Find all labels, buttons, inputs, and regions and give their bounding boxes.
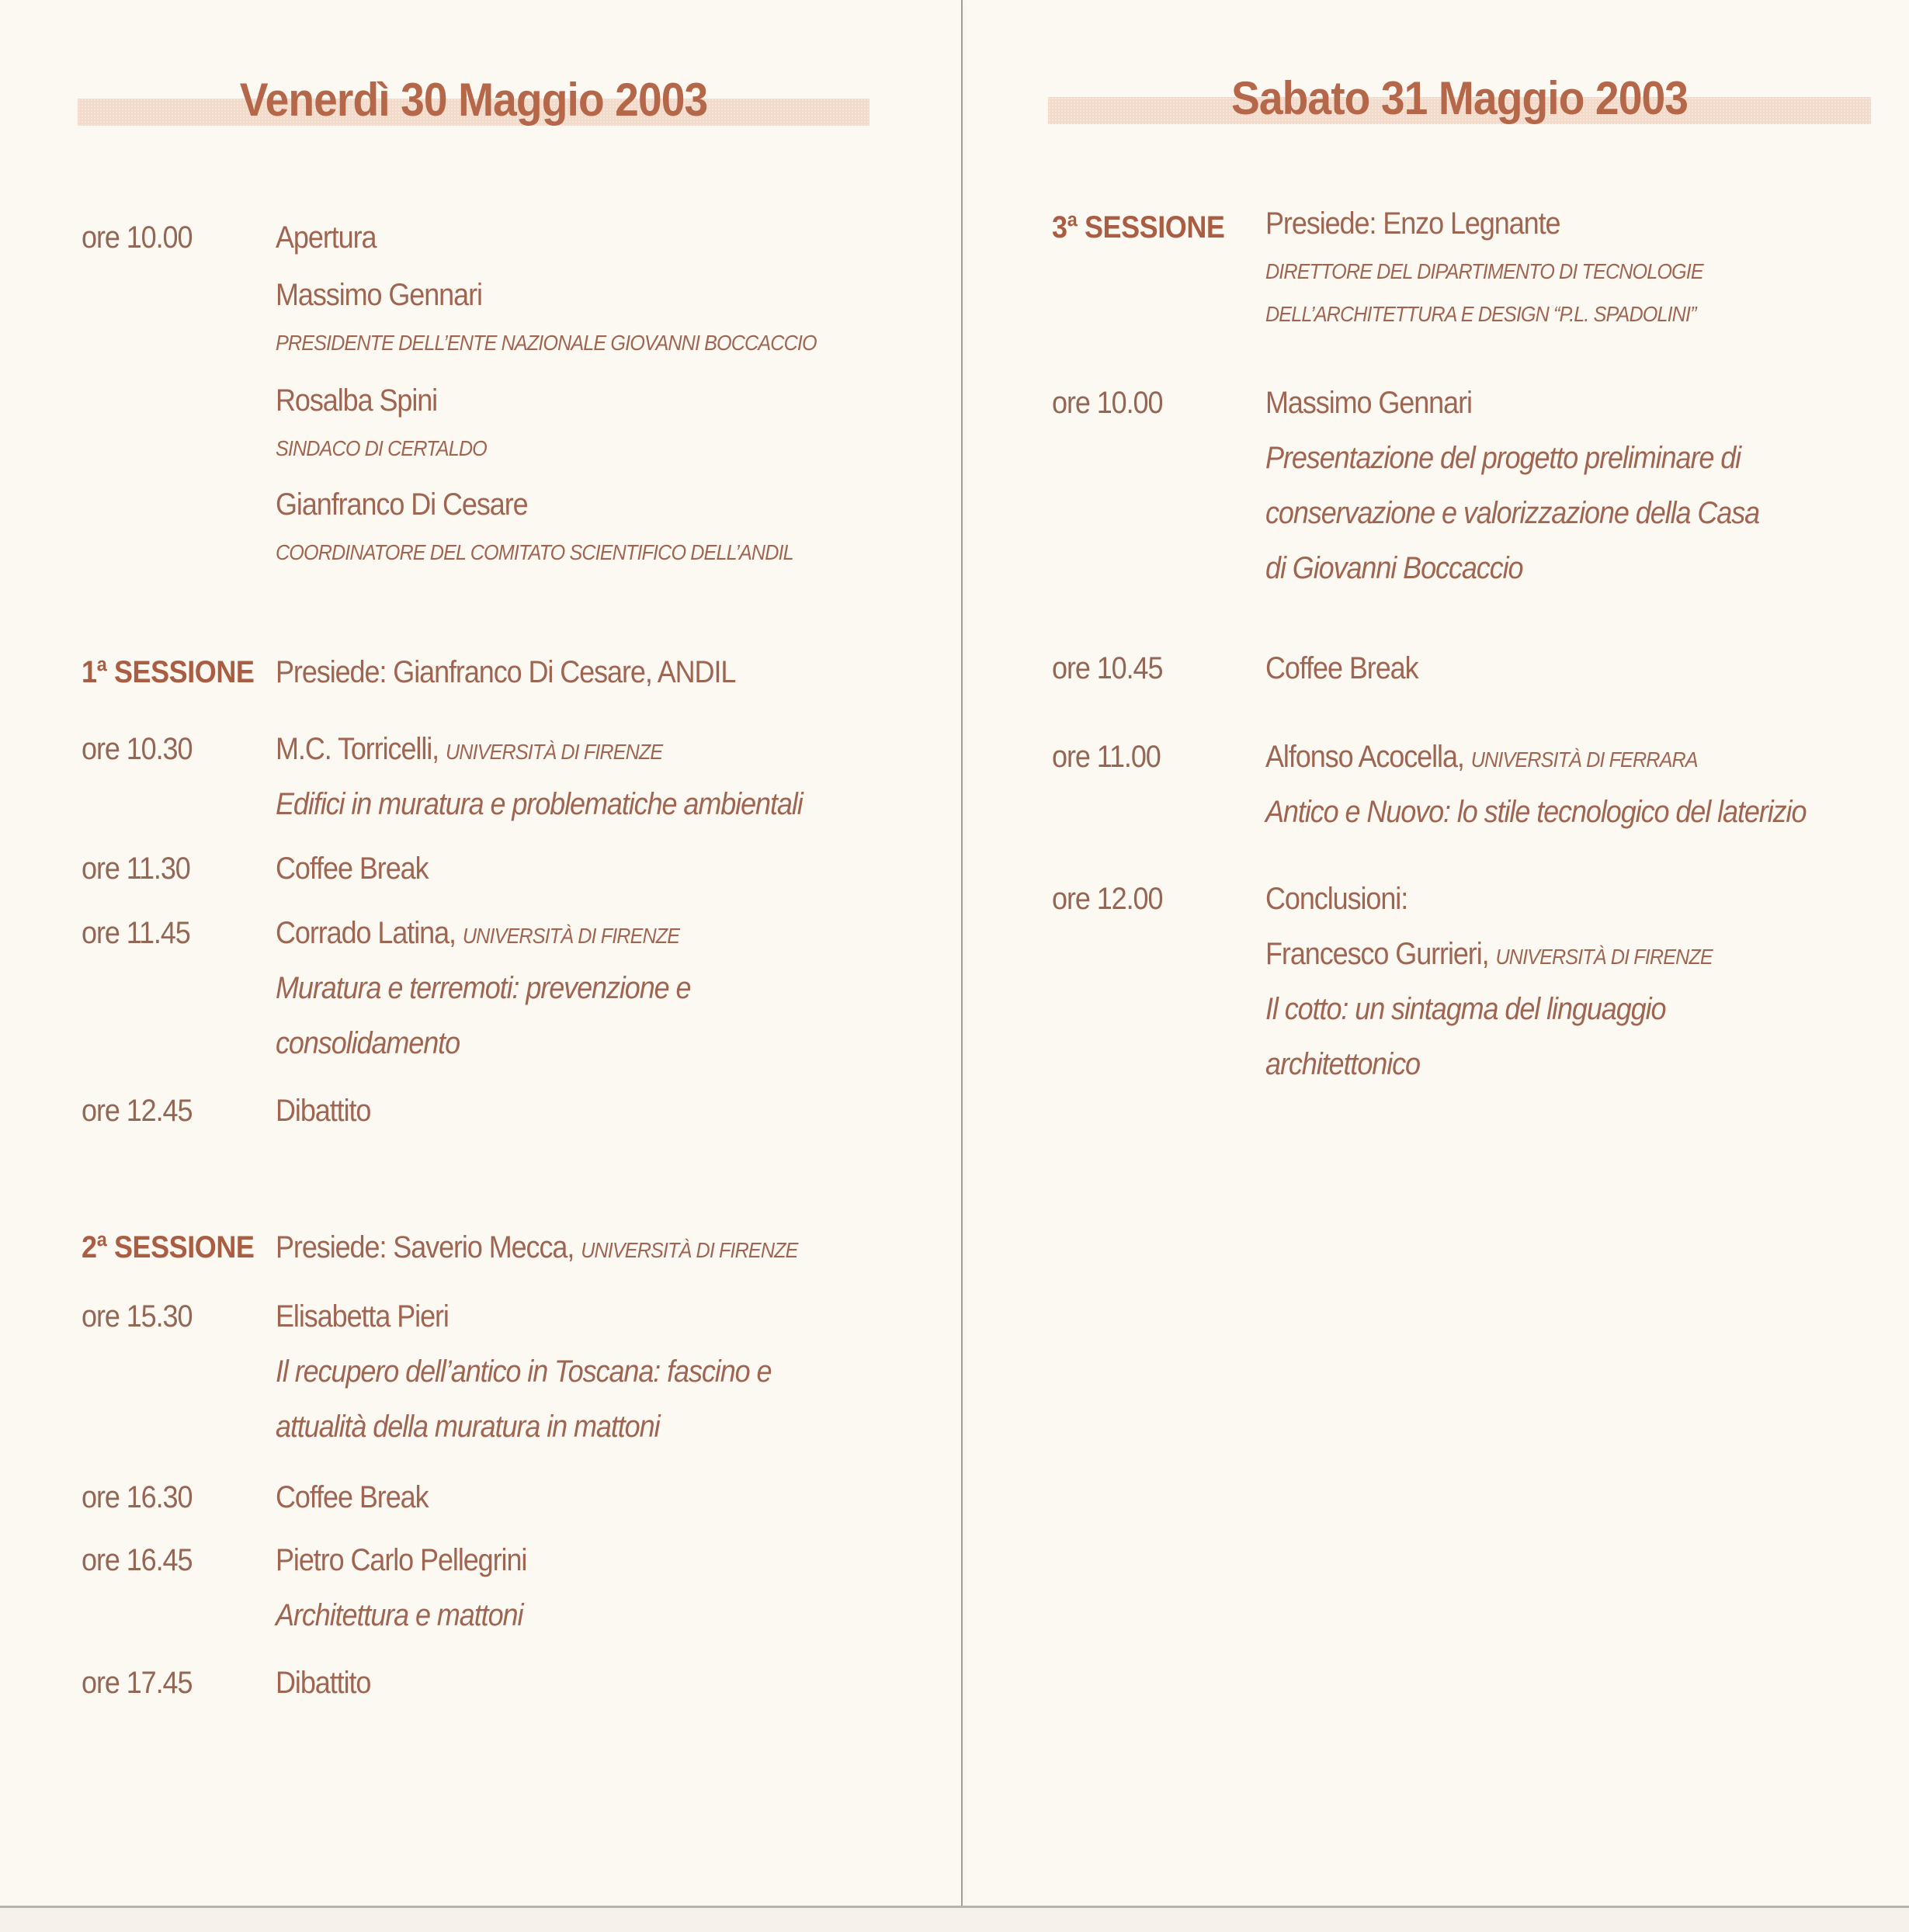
event-text: Apertura [276, 220, 377, 255]
event-column [1265, 644, 1886, 699]
time-column [82, 1292, 276, 1348]
schedule-row [1052, 733, 1886, 843]
time-column [1052, 644, 1265, 699]
time-label: ore 12.00 [1052, 882, 1163, 916]
event-line [276, 1403, 939, 1458]
page-right [963, 0, 1909, 1906]
time-column [82, 648, 276, 703]
time-column [82, 1087, 276, 1142]
event-line [276, 1591, 939, 1646]
event-line [1265, 644, 1886, 699]
event-column [276, 1536, 939, 1646]
schedule-row [82, 1536, 939, 1646]
event-column [276, 1087, 939, 1142]
event-text: Presiede: Saverio Mecca, UNIVERSITÀ DI FIRENZE [276, 1230, 798, 1264]
time-label: ore 11.00 [1052, 740, 1161, 774]
event-text: Pietro Carlo Pellegrini [276, 1543, 527, 1577]
fold-line [961, 0, 963, 1906]
event-line [276, 845, 939, 900]
schedule-row [82, 725, 939, 835]
event-text: PRESIDENTE DELL’ENTE NAZIONALE GIOVANNI BOCCACCIO [276, 331, 817, 355]
event-line [276, 1659, 939, 1714]
event-column [276, 909, 939, 1074]
event-line [276, 1348, 939, 1403]
scanner-background [0, 1908, 1909, 1932]
time-column [82, 1223, 276, 1278]
time-label: ore 16.30 [82, 1480, 193, 1514]
event-line [276, 213, 939, 269]
event-text: Gianfranco Di Cesare [276, 487, 528, 522]
event-text: Muratura e terremoti: prevenzione e [276, 971, 691, 1005]
time-label: ore 17.45 [82, 1666, 193, 1700]
affiliation-line [276, 322, 939, 365]
event-column [276, 725, 939, 835]
affiliation-line [1265, 251, 1886, 293]
event-text: Dibattito [276, 1666, 371, 1700]
event-column [276, 1659, 939, 1714]
time-column [82, 213, 276, 269]
event-line [1265, 985, 1886, 1040]
time-label: ore 11.45 [82, 916, 190, 950]
time-column [1052, 379, 1265, 434]
time-column [82, 845, 276, 900]
event-column [276, 380, 939, 470]
event-column [1265, 733, 1886, 843]
page-title: Sabato 31 Maggio 2003 [1230, 72, 1689, 124]
event-line [276, 780, 939, 835]
event-text: DIRETTORE DEL DIPARTIMENTO DI TECNOLOGIE [1265, 259, 1703, 283]
schedule-row [1052, 379, 1886, 599]
event-line [276, 1019, 939, 1074]
time-column [82, 380, 276, 429]
event-column [276, 845, 939, 900]
event-line [276, 484, 939, 532]
event-column [276, 1223, 939, 1278]
schedule-row [82, 648, 939, 703]
schedule-row [82, 909, 939, 1074]
event-text: COORDINATORE DEL COMITATO SCIENTIFICO DELL’ANDIL [276, 540, 793, 564]
schedule-right [1052, 0, 1886, 1095]
event-line [276, 1473, 939, 1528]
event-text: Francesco Gurrieri, UNIVERSITÀ DI FIRENZE [1265, 937, 1713, 971]
event-text: Rosalba Spini [276, 383, 438, 418]
schedule-row [82, 275, 939, 365]
schedule-row [82, 1659, 939, 1714]
session-label: 2ª SESSIONE [82, 1230, 255, 1264]
event-line [1265, 203, 1886, 251]
time-label: ore 10.30 [82, 732, 193, 766]
schedule-row [82, 1292, 939, 1458]
event-column [276, 1473, 939, 1528]
time-column [82, 484, 276, 533]
schedule-row [82, 1473, 939, 1528]
time-label: ore 10.45 [1052, 651, 1163, 685]
event-text: Conclusioni: [1265, 882, 1408, 916]
time-column [82, 275, 276, 324]
event-column [276, 648, 939, 703]
event-text: Massimo Gennari [1265, 386, 1472, 420]
event-text: Il recupero dell’antico in Toscana: fascino e [276, 1354, 772, 1389]
event-column [276, 1292, 939, 1458]
time-column [82, 1536, 276, 1591]
event-line [276, 275, 939, 322]
event-line [276, 909, 939, 964]
event-text: Dibattito [276, 1094, 371, 1128]
event-text: Coffee Break [276, 1480, 429, 1514]
event-text: di Giovanni Boccaccio [1265, 551, 1523, 585]
affiliation-line [1265, 293, 1886, 336]
event-column [1265, 203, 1886, 336]
time-column [82, 1659, 276, 1714]
event-line [1265, 1040, 1886, 1095]
schedule-row [82, 1087, 939, 1142]
schedule-row [82, 1223, 939, 1278]
time-label: ore 10.00 [1052, 386, 1163, 420]
event-text: DELL’ARCHITETTURA E DESIGN “P.L. SPADOLINI” [1265, 302, 1696, 326]
event-text: conservazione e valorizzazione della Casa [1265, 496, 1760, 530]
time-column [82, 1473, 276, 1528]
event-text: M.C. Torricelli, UNIVERSITÀ DI FIRENZE [276, 732, 663, 766]
event-text: consolidamento [276, 1026, 460, 1060]
event-column [1265, 379, 1886, 599]
event-line [1265, 875, 1886, 930]
event-column [276, 275, 939, 365]
event-column [1265, 875, 1886, 1095]
event-text: Coffee Break [276, 852, 429, 886]
event-text: Massimo Gennari [276, 278, 482, 312]
event-text: Presiede: Enzo Legnante [1265, 206, 1560, 241]
event-line [1265, 930, 1886, 985]
schedule-left [82, 0, 939, 1714]
time-label: ore 11.30 [82, 852, 190, 886]
schedule-row [1052, 875, 1886, 1095]
event-line [1265, 733, 1886, 788]
event-text: Elisabetta Pieri [276, 1299, 449, 1334]
event-line [276, 1292, 939, 1348]
schedule-row [82, 845, 939, 900]
session-label: 3ª SESSIONE [1052, 210, 1225, 245]
event-line [276, 1087, 939, 1142]
event-text: Alfonso Acocella, UNIVERSITÀ DI FERRARA [1265, 740, 1698, 774]
event-line [276, 380, 939, 428]
event-text: Antico e Nuovo: lo stile tecnologico del laterizio [1265, 795, 1807, 829]
time-label: ore 10.00 [82, 220, 193, 255]
event-line [276, 964, 939, 1019]
event-column [276, 484, 939, 574]
event-text: attualità della muratura in mattoni [276, 1410, 660, 1444]
page-left [0, 0, 963, 1906]
time-column [1052, 875, 1265, 930]
event-column [276, 213, 939, 269]
event-text: Corrado Latina, UNIVERSITÀ DI FIRENZE [276, 916, 680, 950]
event-text: architettonico [1265, 1047, 1421, 1081]
event-text: Presiede: Gianfranco Di Cesare, ANDIL [276, 655, 736, 689]
time-label: ore 15.30 [82, 1299, 193, 1334]
schedule-row [82, 380, 939, 470]
schedule-row [1052, 644, 1886, 699]
event-line [276, 1223, 939, 1278]
schedule-row [1052, 203, 1886, 336]
time-label: ore 16.45 [82, 1543, 193, 1577]
event-line [1265, 489, 1886, 544]
event-line [1265, 788, 1886, 843]
schedule-row [82, 484, 939, 574]
time-label: ore 12.45 [82, 1094, 193, 1128]
time-column [1052, 203, 1265, 258]
event-line [1265, 379, 1886, 434]
event-line [276, 1536, 939, 1591]
session-label: 1ª SESSIONE [82, 655, 255, 689]
event-text: SINDACO DI CERTALDO [276, 436, 487, 460]
event-text: Presentazione del progetto preliminare di [1265, 441, 1741, 475]
event-text: Edifici in muratura e problematiche ambientali [276, 787, 803, 821]
affiliation-line [276, 428, 939, 470]
time-column [82, 725, 276, 780]
event-line [1265, 544, 1886, 599]
affiliation-line [276, 532, 939, 574]
event-line [276, 725, 939, 780]
event-text: Architettura e mattoni [276, 1598, 523, 1632]
event-text: Il cotto: un sintagma del linguaggio [1265, 992, 1666, 1026]
event-text: Coffee Break [1265, 651, 1418, 685]
page-title: Venerdì 30 Maggio 2003 [239, 74, 708, 126]
time-column [82, 909, 276, 964]
event-line [1265, 434, 1886, 489]
schedule-row [82, 213, 939, 269]
time-column [1052, 733, 1265, 788]
event-line [276, 648, 939, 703]
